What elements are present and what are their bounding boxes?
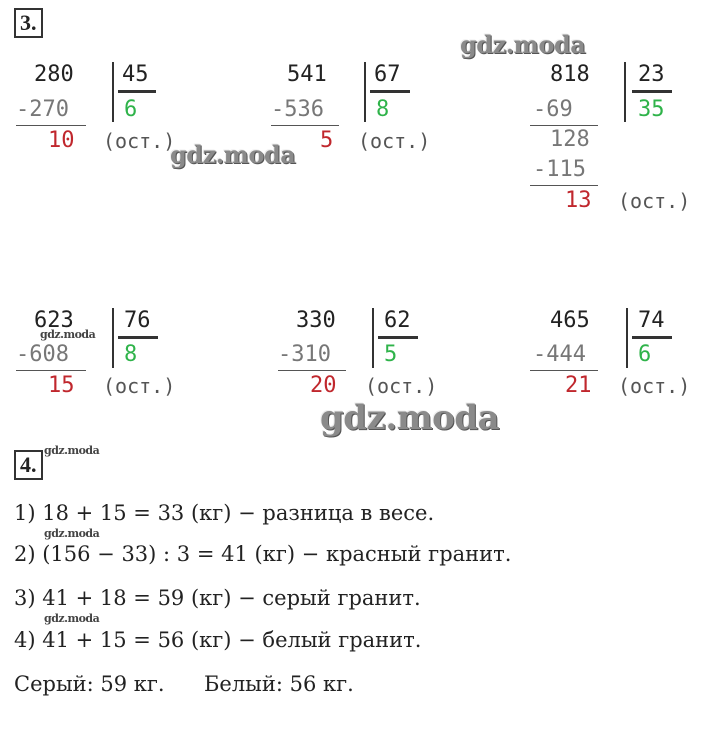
remainder: 20 xyxy=(310,373,337,398)
result-line-2 xyxy=(530,185,598,186)
quotient: 6 xyxy=(638,342,652,367)
answer-gray: Серый: 59 кг. xyxy=(14,672,165,696)
section-3-label: 3. xyxy=(14,8,43,38)
quotient: 35 xyxy=(638,97,665,122)
divisor: 74 xyxy=(638,308,665,333)
watermark: gdz.moda xyxy=(44,612,100,625)
subtrahend: -310 xyxy=(278,342,331,367)
intermediate-value: 128 xyxy=(550,127,590,152)
divisor: 67 xyxy=(374,62,401,87)
division-bar xyxy=(364,62,366,122)
answer-white: Белый: 56 кг. xyxy=(203,672,354,696)
divisor-underline xyxy=(118,90,156,93)
watermark: gdz.moda xyxy=(170,140,296,169)
remainder: 10 xyxy=(48,128,75,153)
watermark: gdz.moda xyxy=(460,30,586,59)
result-line xyxy=(271,125,339,126)
watermark: gdz.moda xyxy=(44,444,100,457)
divisor: 45 xyxy=(122,62,149,87)
remainder-label: (ост.) xyxy=(103,129,176,153)
section-4-label: 4. xyxy=(14,450,43,480)
dividend: 541 xyxy=(287,62,327,87)
watermark: gdz.moda xyxy=(320,398,500,438)
result-line xyxy=(530,125,598,126)
remainder-label: (ост.) xyxy=(618,189,691,213)
solution-step-4: 4) 41 + 15 = 56 (кг) − белый гранит. xyxy=(14,628,422,652)
remainder-label: (ост.) xyxy=(103,374,176,398)
watermark: gdz.moda xyxy=(44,527,100,540)
division-bar xyxy=(372,308,374,368)
remainder: 13 xyxy=(565,188,592,213)
quotient: 8 xyxy=(124,342,138,367)
divisor: 62 xyxy=(384,308,411,333)
dividend: 818 xyxy=(550,62,590,87)
subtrahend: -69 xyxy=(533,97,573,122)
quotient: 6 xyxy=(124,97,138,122)
quotient: 5 xyxy=(384,342,398,367)
answer-line xyxy=(14,670,354,698)
watermark: gdz.moda xyxy=(40,328,96,341)
division-bar xyxy=(626,308,628,368)
remainder-label: (ост.) xyxy=(358,129,431,153)
remainder: 5 xyxy=(320,128,334,153)
division-bar xyxy=(624,62,626,122)
dividend: 280 xyxy=(34,62,74,87)
result-line xyxy=(16,125,86,126)
divisor: 23 xyxy=(638,62,665,87)
subtrahend-2: -115 xyxy=(533,157,586,182)
divisor-underline xyxy=(370,90,410,93)
remainder: 21 xyxy=(565,373,592,398)
remainder-label: (ост.) xyxy=(365,374,438,398)
result-line xyxy=(16,370,86,371)
solution-step-3: 3) 41 + 18 = 59 (кг) − серый гранит. xyxy=(14,586,421,610)
divisor-underline xyxy=(632,336,672,339)
division-bar xyxy=(112,308,114,368)
solution-step-2: 2) (156 − 33) : 3 = 41 (кг) − красный гранит. xyxy=(14,542,512,566)
subtrahend: -536 xyxy=(271,97,324,122)
quotient: 8 xyxy=(376,97,390,122)
subtrahend: -608 xyxy=(16,342,69,367)
divisor: 76 xyxy=(124,308,151,333)
result-line xyxy=(530,370,598,371)
divisor-underline xyxy=(118,336,158,339)
divisor-underline xyxy=(632,90,672,93)
divisor-underline xyxy=(378,336,418,339)
solution-step-1: 1) 18 + 15 = 33 (кг) − разница в весе. xyxy=(14,501,435,525)
dividend: 465 xyxy=(550,308,590,333)
remainder-label: (ост.) xyxy=(618,374,691,398)
remainder: 15 xyxy=(48,373,75,398)
division-bar xyxy=(112,62,114,122)
result-line xyxy=(278,370,346,371)
dividend: 623 xyxy=(34,308,74,333)
dividend: 330 xyxy=(296,308,336,333)
subtrahend: -444 xyxy=(533,342,586,367)
subtrahend: -270 xyxy=(16,97,69,122)
